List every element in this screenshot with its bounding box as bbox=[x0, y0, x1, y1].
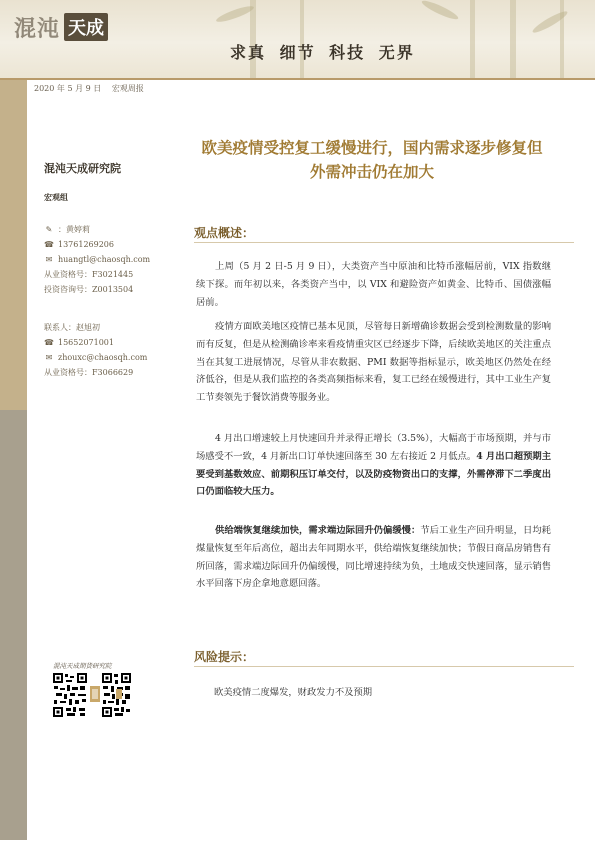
email-icon: ✉ bbox=[45, 255, 53, 264]
header-divider bbox=[0, 78, 595, 80]
slogan: 求真 细节 科技 无界 bbox=[230, 43, 415, 62]
section-divider bbox=[194, 666, 574, 667]
phone-icon: ☎ bbox=[44, 338, 54, 347]
analyst-info bbox=[44, 222, 150, 297]
report-type: 宏观周报 bbox=[111, 84, 144, 93]
contact-info bbox=[44, 320, 147, 380]
paragraph-epidemic: 疫情方面欧美地区疫情已基本见顶，尽管每日新增确诊数据会受到检测数量的影响而有反复，但是从检测确诊率来看疫情重灾区已经逐步下降，后续欧美地区的关注重点当在其复工进展情况，尽管从非农数据、PMI 数据等指标显示，欧美地区仍然处在经济低谷，但是从我们监控的各类高频指标来看，复工已经在缓慢进行，其中工业生产复工节奏领先于餐饮消费等服务业。 bbox=[196, 321, 551, 404]
analyst-name: ：黄婷莉 bbox=[58, 225, 90, 234]
group-name: 宏观组 bbox=[44, 192, 68, 202]
logo-badge: 天成 bbox=[64, 13, 108, 41]
risk-heading: 风险提示： bbox=[194, 650, 255, 664]
analyst-qualification: 从业资格号：F3021445 bbox=[44, 270, 134, 279]
paragraph-supply-demand-text: 节后工业生产回升明显，日均耗煤量恢复至年后高位，超出去年同期水平，供给端恢复继续加快；节假日商品房销售有所回落，需求端边际回升仍偏缓慢，同比增速持续为负，土地成交快速回落，显示销售水平回落下房企拿地意愿回落。 bbox=[196, 525, 551, 590]
analyst-consult-number: 投资咨询号：Z0013504 bbox=[44, 285, 134, 294]
section-divider bbox=[194, 242, 574, 243]
bamboo-decoration bbox=[510, 0, 516, 78]
company-logo bbox=[14, 12, 124, 42]
risk-text: 欧美疫情二度爆发，财政发力不及预期 bbox=[214, 687, 373, 698]
paragraph-exports bbox=[196, 430, 551, 501]
report-meta bbox=[34, 83, 152, 94]
overview-heading: 观点概述： bbox=[194, 226, 255, 240]
bamboo-decoration bbox=[250, 0, 256, 78]
logo-text: 混沌 bbox=[14, 15, 61, 42]
header-banner bbox=[0, 0, 595, 78]
contact-name: 联系人：赵旭初 bbox=[44, 323, 100, 332]
analyst-phone: 13761269206 bbox=[58, 240, 114, 249]
email-icon: ✉ bbox=[45, 353, 53, 362]
paragraph-assets: 上周（5 月 2 日-5 月 9 日），大类资产当中原油和比特币涨幅居前，VIX 指数继续下探。而年初以来，各类资产当中，以 VIX 和避险资产如黄金、比特币、国债涨幅居前。 bbox=[196, 261, 551, 308]
contact-email[interactable]: zhouxc@chaosqh.com bbox=[58, 353, 148, 362]
sidebar-accent-strip-lower bbox=[0, 410, 27, 840]
paragraph-exports-emphasis: 4 月出口超预期主要受到基数效应、前期积压订单交付，以及防疫物资出口的支撑，外需停滞下二季度出口仍面临较大压力。 bbox=[196, 450, 551, 498]
institute-name: 混沌天成研究院 bbox=[44, 162, 121, 175]
analyst-email[interactable]: huangtl@chaosqh.com bbox=[58, 255, 151, 264]
report-date: 2020 年 5 月 9 日 bbox=[34, 84, 102, 93]
paragraph-supply-demand-emphasis: 供给端恢复继续加快，需求端边际回升仍偏缓慢： bbox=[215, 525, 421, 536]
qr-code-icon bbox=[52, 672, 132, 718]
bamboo-decoration bbox=[300, 0, 304, 78]
leaf-decoration bbox=[420, 0, 460, 22]
contact-qualification: 从业资格号：F3066629 bbox=[44, 368, 134, 377]
paragraph-supply-demand bbox=[196, 522, 551, 593]
paragraph-exports-text: 4 月出口增速较上月快速回升并录得正增长（3.5%），大幅高于市场预期，并与市场感受不一致，4 月新出口订单快速回落至 30 左右接近 2 月低点。 bbox=[196, 433, 551, 462]
report-title: 欧美疫情受控复工缓慢进行，国内需求逐步修复但外需冲击仍在加大 bbox=[201, 138, 543, 181]
phone-icon: ☎ bbox=[44, 240, 54, 249]
qr-codes bbox=[52, 672, 132, 718]
qr-caption: 混沌天成期货研究院 bbox=[53, 662, 112, 670]
bamboo-decoration bbox=[470, 0, 475, 78]
contact-phone: 15652071001 bbox=[58, 338, 114, 347]
sidebar-accent-strip bbox=[0, 80, 27, 410]
person-icon: ✎ bbox=[45, 225, 53, 234]
